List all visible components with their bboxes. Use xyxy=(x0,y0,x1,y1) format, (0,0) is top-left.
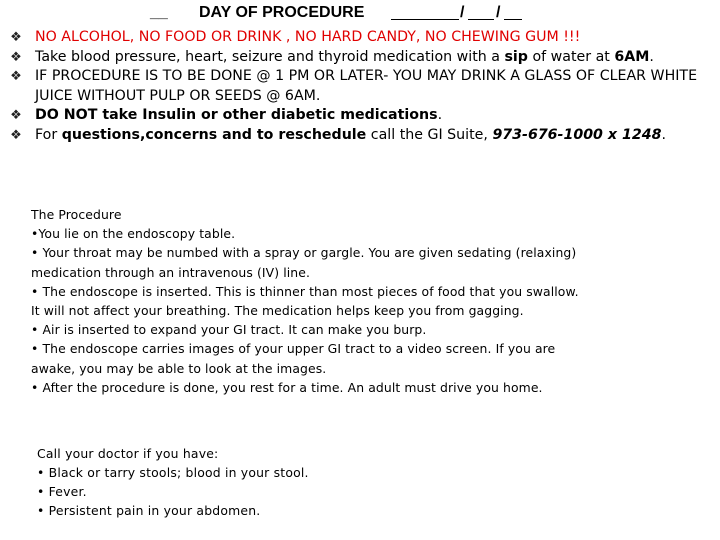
procedure-line: • Air is inserted to expand your GI tract. It can make you burp. xyxy=(31,322,427,338)
instruction-emphasis: DO NOT take Insulin or other diabetic medications xyxy=(35,107,438,123)
symptom-item: • Black or tarry stools; blood in your stool. xyxy=(37,465,309,480)
instruction-text: . xyxy=(661,126,666,143)
instruction-no-food xyxy=(8,28,718,48)
header xyxy=(0,4,720,24)
instruction-emphasis: questions,concerns and to reschedule xyxy=(61,126,367,143)
instruction-no-insulin xyxy=(8,106,718,126)
instruction-medication xyxy=(8,48,718,68)
diamond-bullet-icon: ❖ xyxy=(10,49,22,65)
instruction-clear-juice xyxy=(8,67,718,106)
instruction-text: . xyxy=(649,48,654,65)
instruction-text: of water at xyxy=(527,48,615,65)
date-year-blank[interactable] xyxy=(504,19,522,20)
diamond-bullet-icon: ❖ xyxy=(10,69,22,84)
procedure-line: medication through an intravenous (IV) line. xyxy=(31,264,311,280)
instruction-text: call the GI Suite, xyxy=(366,126,493,143)
diamond-bullet-icon: ❖ xyxy=(10,108,22,123)
instruction-text: IF PROCEDURE IS TO BE DONE @ 1 PM OR LATER- YOU MAY DRINK A GLASS OF CLEAR WHITE xyxy=(35,68,698,84)
procedure-line: awake, you may be able to look at the images. xyxy=(31,360,327,376)
call-doctor-section xyxy=(37,444,357,520)
instruction-text: JUICE WITHOUT PULP OR SEEDS @ 6AM. xyxy=(35,87,321,104)
procedure-line: • The endoscope carries images of your upper GI tract to a video screen. If you are xyxy=(31,341,556,357)
symptom-item: • Persistent pain in your abdomen. xyxy=(37,503,261,518)
instruction-text: . xyxy=(437,107,443,123)
procedure-section xyxy=(31,205,611,397)
instruction-text: NO ALCOHOL, NO FOOD OR DRINK , NO HARD CANDY, NO CHEWING GUM !!! xyxy=(35,29,581,45)
procedure-line: •You lie on the endoscopy table. xyxy=(31,226,236,242)
date-slash: / xyxy=(496,4,501,21)
instruction-text: For xyxy=(35,126,62,143)
procedure-line: • The endoscope is inserted. This is thinner than most pieces of food that you swallow. xyxy=(31,283,579,299)
header-leading-dash: __ xyxy=(150,4,168,21)
date-day-blank[interactable] xyxy=(468,19,494,20)
procedure-line: • Your throat may be numbed with a spray or gargle. You are given sedating (relaxing) xyxy=(31,245,577,261)
date-slash: / xyxy=(460,4,465,21)
section-title: The Procedure xyxy=(31,207,122,222)
instruction-contact xyxy=(8,126,718,146)
procedure-line: • After the procedure is done, you rest for a time. An adult must drive you home. xyxy=(31,379,543,395)
instructions-list xyxy=(8,28,718,145)
section-title: Call your doctor if you have: xyxy=(37,446,219,461)
diamond-bullet-icon: ❖ xyxy=(10,127,22,143)
instruction-text: Take blood pressure, heart, seizure and thyroid medication with a xyxy=(35,48,505,65)
symptom-item: • Fever. xyxy=(37,484,87,499)
instruction-emphasis: sip xyxy=(504,48,528,65)
procedure-line: It will not affect your breathing. The medication helps keep you from gagging. xyxy=(31,303,524,319)
date-month-blank[interactable] xyxy=(391,19,459,20)
instruction-emphasis: 6AM xyxy=(614,48,650,65)
diamond-bullet-icon: ❖ xyxy=(10,30,22,45)
page-title: DAY OF PROCEDURE xyxy=(199,4,365,21)
phone-number[interactable]: 973-676-1000 x 1248 xyxy=(492,126,662,143)
